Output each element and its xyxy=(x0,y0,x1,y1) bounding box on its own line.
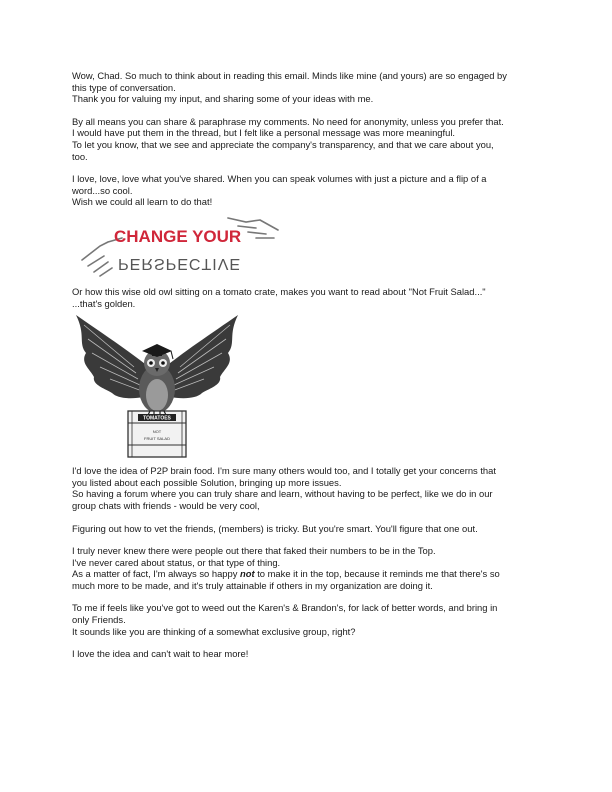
text-line: word...so cool. xyxy=(72,184,133,196)
logo-line-2: PERSPECTIVE xyxy=(118,254,242,272)
text-line: Figuring out how to vet the friends, (members) is tricky. But you're smart. You'll figure that one out. xyxy=(72,522,478,534)
crate-label: TOMATOES xyxy=(143,415,171,422)
text-line: this type of conversation. xyxy=(72,81,176,93)
text-line xyxy=(72,568,552,580)
email-body xyxy=(72,70,552,660)
text-line: group chats with friends - would be very cool, xyxy=(72,499,260,511)
text-line: you listed about each possible Solution, bringing up more issues. xyxy=(72,476,342,488)
text-line: only Friends. xyxy=(72,614,126,626)
text-line: ...that's golden. xyxy=(72,297,136,309)
text-line: It sounds like you are thinking of a somewhat exclusive group, right? xyxy=(72,625,356,637)
text-line: By all means you can share & paraphrase my comments. No need for anonymity, unless you prefer that. xyxy=(72,115,504,127)
text-line: I truly never knew there were people out there that faked their numbers to be in the Top. xyxy=(72,545,436,557)
text-line: I love, love, love what you've shared. When you can speak volumes with just a picture and a flip of a xyxy=(72,173,487,185)
crate-text-1: NOT xyxy=(152,429,162,435)
text-line: I love the idea and can't wait to hear more! xyxy=(72,648,249,660)
text-line: Or how this wise old owl sitting on a tomato crate, makes you want to read about "Not Fruit Salad..." xyxy=(72,285,486,297)
text-line: To let you know, that we see and appreciate the company's transparency, and that we care about you, xyxy=(72,138,494,150)
text-line: So having a forum where you can truly share and learn, without having to be perfect, like we do in our xyxy=(72,488,493,500)
text-line: too. xyxy=(72,150,88,162)
text-line: To me if feels like you've got to weed out the Karen's & Brandon's, for lack of better words, and bring in xyxy=(72,602,498,614)
text-line: much more to be made, and it's truly attainable if others in my organization are doing it. xyxy=(72,579,433,591)
text-line: Wow, Chad. So much to think about in reading this email. Minds like mine (and yours) are so engaged by xyxy=(72,70,507,81)
owl-on-crate-illustration xyxy=(72,313,242,461)
text-line: I would have put them in the thread, but I felt like a personal message was more meaningful. xyxy=(72,127,456,139)
text-line: I'd love the idea of P2P brain food. I'm sure many others would too, and I totally get your concerns that xyxy=(72,465,496,477)
crate-text-2: FRUIT SALAD xyxy=(144,436,170,442)
text-line: Thank you for valuing my input, and sharing some of your ideas with me. xyxy=(72,93,374,105)
logo-line-1: CHANGE YOUR xyxy=(114,226,242,246)
emphasis-not: not xyxy=(240,568,255,580)
text-line: Wish we could all learn to do that! xyxy=(72,196,213,208)
change-your-perspective-logo xyxy=(78,212,288,282)
text-span: to make it in the top, because it reminds me that there's so xyxy=(254,568,500,580)
text-line: I've never cared about status, or that type of thing. xyxy=(72,556,281,568)
text-span: As a matter of fact, I'm always so happy xyxy=(72,568,241,580)
